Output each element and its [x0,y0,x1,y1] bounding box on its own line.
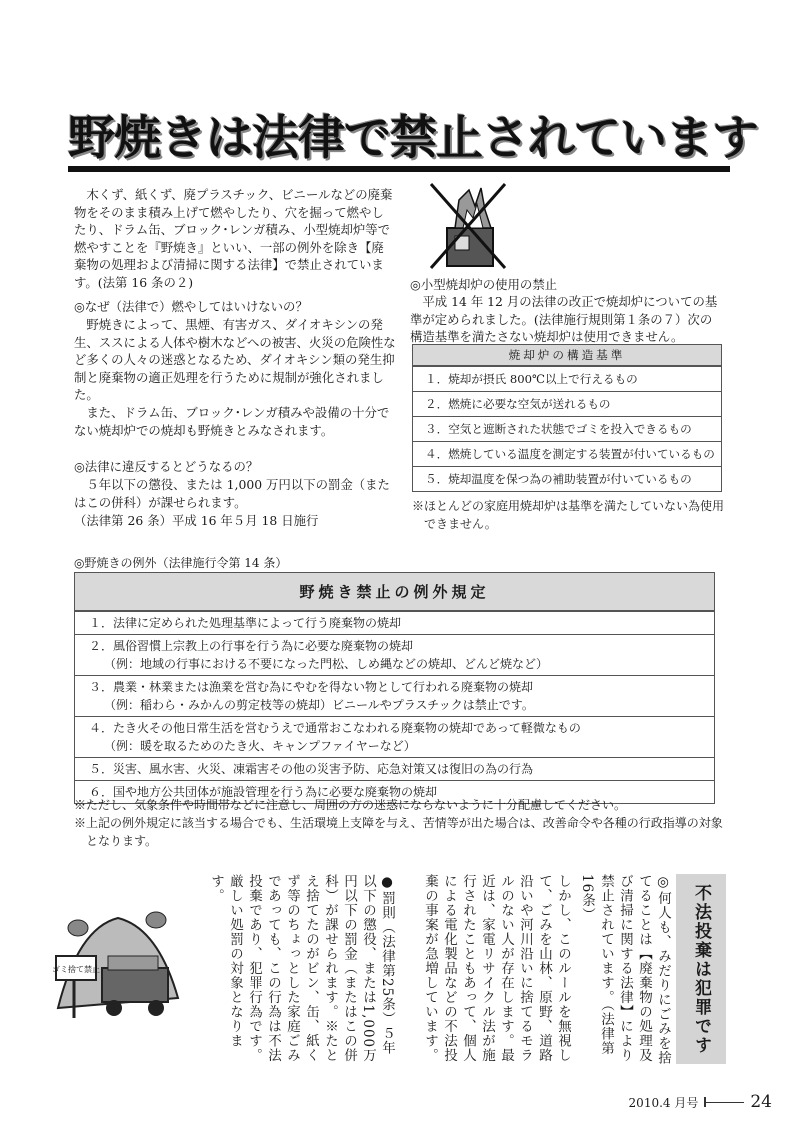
dumping-text-1: ◎何人も、みだりにごみを捨てることは【廃棄物の処理及び清掃に関する法律】により禁止されています。（法律第16条） [579,874,671,1065]
page-footer [629,1092,772,1112]
answer-why-2: また、ドラム缶、ブロック･レンガ積みや設備の十分でない焼却炉での焼却も野焼きとみなされます。 [74,405,390,438]
exceptions-caption: ◎野焼きの例外（法律施行令第 14 条） [74,556,288,570]
row-main: ３．農業・林業または漁業を営む為にやむを得ない物として行われる廃棄物の焼却 [89,680,534,694]
table-row: ２．燃焼に必要な空気が送れるもの [413,391,721,416]
page-number: 24 [750,1092,772,1112]
issue-label: 2010.4 月号 [628,1095,699,1110]
row-example: （例：暖を取るためのたき火、キャンプファイヤーなど） [104,739,416,753]
table-row: ５．焼却温度を保つ為の補助装置が付いているもの [413,466,721,491]
exceptions-table [74,572,715,804]
answer-why: 野焼きによって、黒煙、有害ガス、ダイオキシンの発生、ススによる人体や樹木などへの被害、火災の危険性など多くの人々の迷惑となるため、ダイオキシン類の発生抑制と廃棄物の適正処理を行うために規制が強化されました。 [74,317,396,402]
note-consideration: ※ただし、気象条件や時間帯などに注意し、周囲の方の迷惑にならないように十分配慮してください。 [74,798,627,812]
dumping-truck-illustration [48,898,188,1028]
table-row [75,675,714,716]
incinerator-note: ※ほとんどの家庭用焼却炉は基準を満たしていない為使用できません。 [412,499,725,531]
exceptions-notes [74,796,724,850]
page-title: 野焼きは法律で禁止されています [68,106,730,172]
table-row [75,716,714,757]
question-penalty: ◎法律に違反するとどうなるの？ [74,459,259,474]
row-main: ４．たき火その他日常生活を営むうえで通常おこなわれる廃棄物の焼却であって軽微なもの [89,721,581,735]
row-example: （例：地域の行事における不要になった門松、しめ縄などの焼却、どんど焼など） [104,657,549,671]
intro-paragraph: 木くず、紙くず、廃プラスチック、ビニールなどの廃棄物をそのまま積み上げて燃やしたり、穴を掘って燃やしたり、ドラム缶、ブロック･レンガ積み、小型焼却炉等で燃やすことを『野焼き』といい、一部の例外を除き【廃棄物の処理および清掃に関する法律】で禁止されています。(法第 16 条の２) [74,187,393,290]
table-header: 焼却炉の構造基準 [413,345,721,366]
sign-text: ゴミ捨て禁止 [52,965,100,974]
table-row [75,611,714,634]
incinerator-heading: ◎小型焼却炉の使用の禁止 [410,277,558,292]
table-row [75,634,714,675]
row-main: ２．風俗習慣上宗教上の行事を行う為に必要な廃棄物の焼却 [89,639,414,653]
row-main: １．法律に定められた処理基準によって行う廃棄物の焼却 [89,616,402,630]
incinerator-standards-table [412,344,722,492]
table-row: ３．空気と遮断された状態でゴミを投入できるもの [413,416,721,441]
dumping-title-box [676,874,726,1064]
row-example: （例：稲わら・みかんの剪定枝等の焼却）ビニールやプラスチックは禁止です。 [104,698,534,712]
incinerator-body: 平成 14 年 12 月の法律の改正で焼却炉についての基準が定められました。(法律施行規則第１条の７）次の構造基準を満たさない焼却炉は使用できません。 [410,294,718,344]
note-administrative: ※上記の例外規定に該当する場合でも、生活環境上支障を与え、苦情等が出た場合は、改善命令や各種の行政指導の対象となります。 [74,816,723,848]
dumping-text-3: ●罰則（法律第25条）５年以下の懲役、または1,000万円以下の罰金（またはこの併科）が課せられます。※たとえ捨てたのがビン、缶、紙くず等のちょっとした家庭ごみであっても、この行為は不法投棄であり、犯罪行為です。厳しい処罰の対象となります。 [208,874,395,1063]
table-row: １．焼却が摂氏 800℃以上で行えるもの [413,366,721,391]
table-row: ４．燃焼している温度を測定する装置が付いているもの [413,441,721,466]
dumping-text-2: しかし、このルールを無視して、ごみを山林、原野、道路沿いや河川沿いに捨てるモラルのない人が存在します。最近は、家電リサイクル法が施行されたこともあって、個人による電化製品などの不法投棄の事案が急増しています。 [422,874,571,1063]
footer-divider [704,1102,744,1103]
law-reference: （法律第 26 条）平成 16 年５月 18 日施行 [74,513,319,528]
question-why: ◎なぜ（法律で）燃やしてはいけないの？ [74,299,308,314]
table-header: 野焼き禁止の例外規定 [75,573,714,611]
answer-penalty: ５年以下の懲役、または 1,000 万円以下の罰金（またはこの併科）が課せられます。 [74,477,390,510]
dumping-title: 不法投棄は犯罪です [691,883,711,1055]
table-row [75,757,714,780]
row-main: ５．災害、風水害、火災、凍霜害その他の災害予防、応急対策又は復旧の為の行為 [89,762,534,776]
row-main: ６．国や地方公共団体が施設管理を行う為に必要な廃棄物の焼却 [89,785,438,799]
prohibited-incinerator-icon [425,180,510,272]
